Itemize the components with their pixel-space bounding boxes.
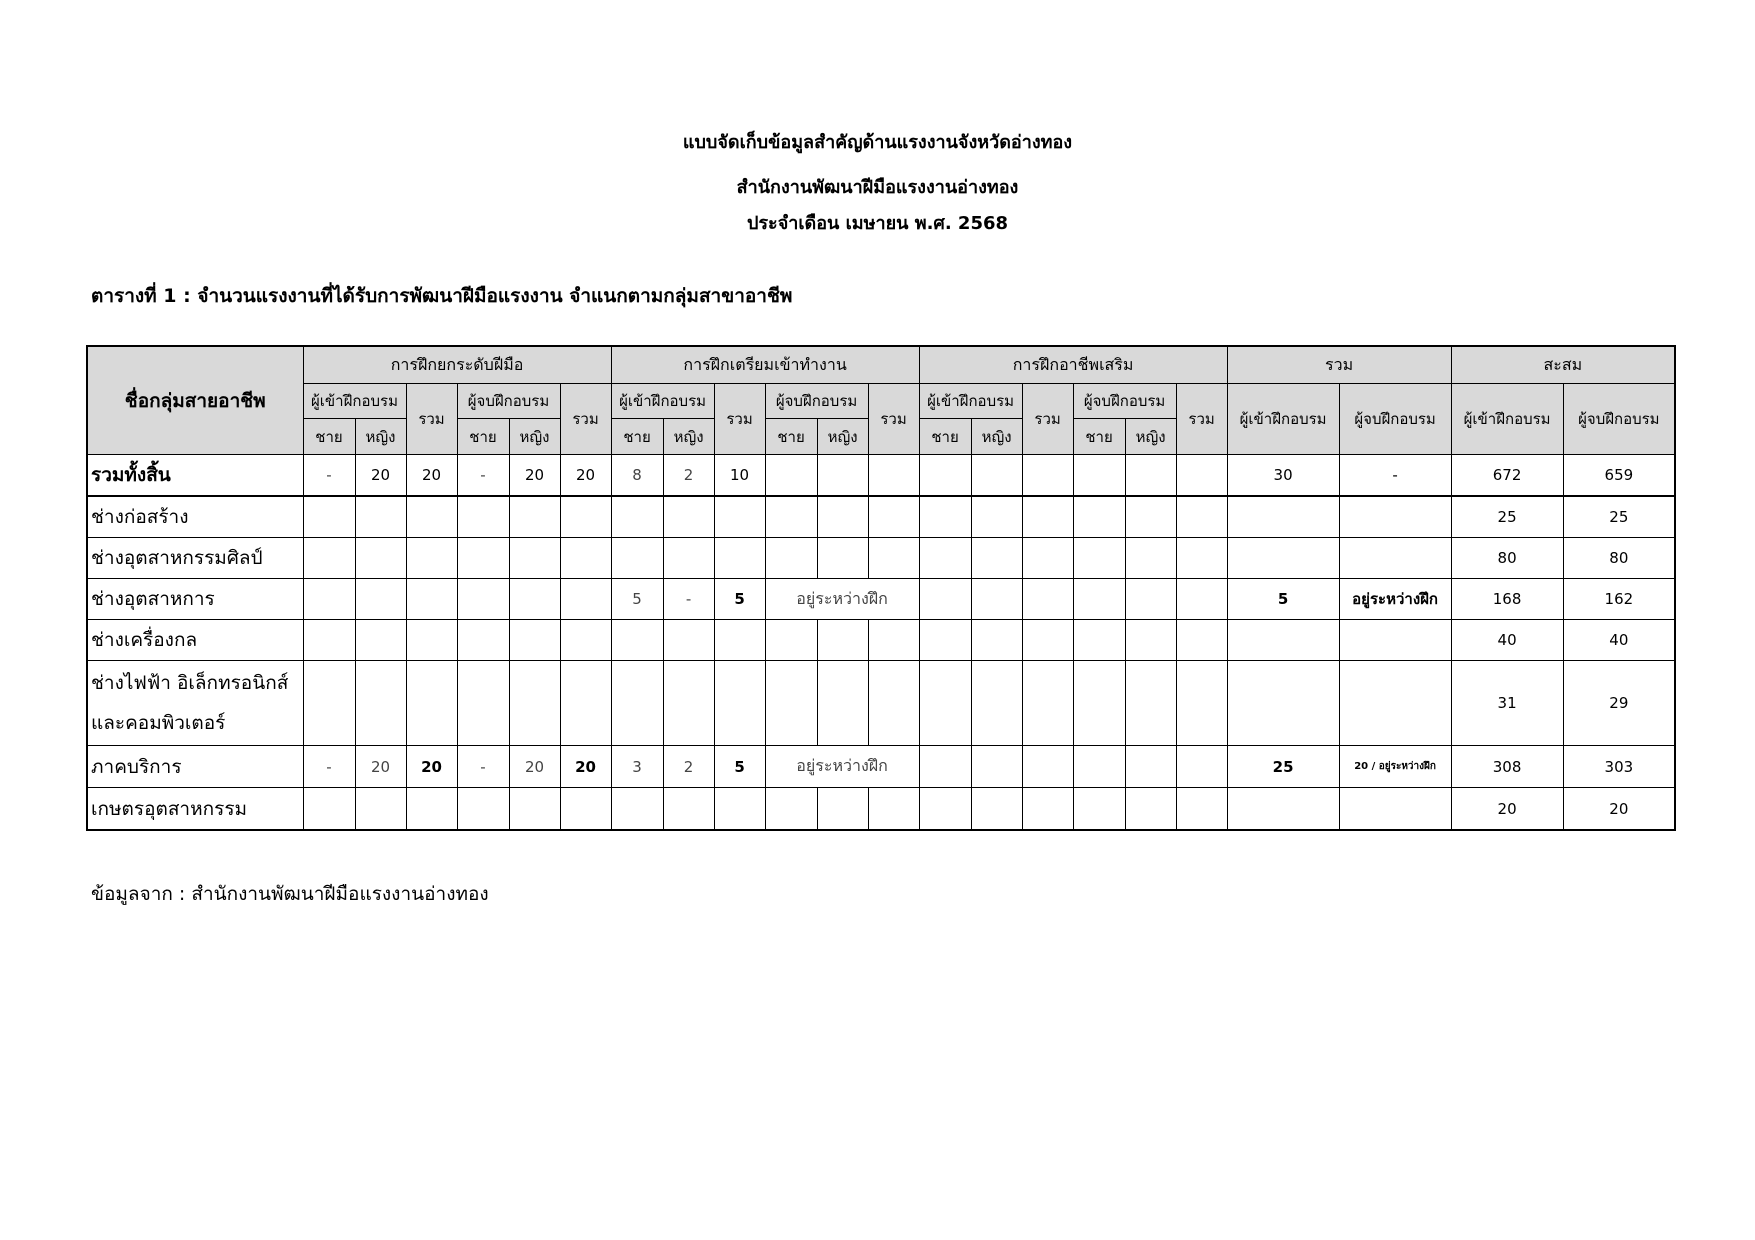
header-graduates: ผู้จบฝึกอบรม (1073, 384, 1176, 419)
cell (919, 496, 971, 538)
cell (868, 620, 919, 661)
cell (971, 661, 1022, 746)
cell (1073, 788, 1125, 831)
cell-total-entrants: 5 (1227, 579, 1339, 620)
cell: 8 (611, 455, 663, 497)
cell (1125, 496, 1176, 538)
cell: 5 (611, 579, 663, 620)
cell (765, 496, 817, 538)
cell (1022, 538, 1073, 579)
cell (1073, 661, 1125, 746)
cell (714, 538, 765, 579)
cell (1073, 496, 1125, 538)
header-cum-graduates: ผู้จบฝึกอบรม (1563, 384, 1675, 455)
cell (457, 788, 509, 831)
cell (971, 455, 1022, 497)
cell (817, 455, 868, 497)
cell-cum-entrants: 25 (1451, 496, 1563, 538)
cell (560, 788, 611, 831)
table-row (87, 538, 1675, 579)
cell-cum-entrants: 168 (1451, 579, 1563, 620)
cell: 20 (355, 455, 406, 497)
cell (1176, 620, 1227, 661)
cell: 20 (560, 746, 611, 788)
header-female: หญิง (1125, 419, 1176, 455)
cell (663, 661, 714, 746)
cell (1125, 579, 1176, 620)
cell (663, 496, 714, 538)
cell: 10 (714, 455, 765, 497)
cell (868, 538, 919, 579)
cell (509, 620, 560, 661)
header-occupation-group: ชื่อกลุ่มสายอาชีพ (87, 346, 303, 455)
cell (1125, 620, 1176, 661)
cell: 20 (509, 455, 560, 497)
row-name: ช่างก่อสร้าง (87, 496, 303, 538)
cell: 20 (355, 746, 406, 788)
data-source-note: ข้อมูลจาก : สำนักงานพัฒนาฝีมือแรงงานอ่างทอง (91, 883, 489, 905)
cell (663, 620, 714, 661)
cell: 5 (714, 579, 765, 620)
header-prep-training: การฝึกเตรียมเข้าทำงาน (611, 346, 919, 384)
cell (1022, 620, 1073, 661)
cell (971, 746, 1022, 788)
header-male: ชาย (765, 419, 817, 455)
cell (406, 496, 457, 538)
cell-cum-graduates: 303 (1563, 746, 1675, 788)
cell: 5 (714, 746, 765, 788)
cell (971, 538, 1022, 579)
header-graduates: ผู้จบฝึกอบรม (457, 384, 560, 419)
cell (765, 455, 817, 497)
cell (1073, 746, 1125, 788)
office-name: สำนักงานพัฒนาฝีมือแรงงานอ่างทอง (736, 177, 1019, 198)
header-total: รวม (1227, 346, 1451, 384)
cell (355, 496, 406, 538)
cell (919, 455, 971, 497)
cell (1022, 746, 1073, 788)
cell (611, 661, 663, 746)
cell: - (663, 579, 714, 620)
cell-total-entrants: 25 (1227, 746, 1339, 788)
cell: - (303, 455, 355, 497)
header-female: หญิง (817, 419, 868, 455)
cell (1073, 455, 1125, 497)
header-cum-entrants: ผู้เข้าฝึกอบรม (1451, 384, 1563, 455)
header-sum: รวม (1022, 384, 1073, 455)
cell-total-graduates: 20 / อยู่ระหว่างฝึก (1339, 746, 1451, 788)
cell-total-entrants (1227, 661, 1339, 746)
cell (560, 620, 611, 661)
cell (714, 788, 765, 831)
cell (663, 788, 714, 831)
cell-cum-entrants: 31 (1451, 661, 1563, 746)
cell: - (457, 455, 509, 497)
cell (971, 788, 1022, 831)
table-caption: ตารางที่ 1 : จำนวนแรงงานที่ได้รับการพัฒนาฝีมือแรงงาน จำแนกตามกลุ่มสาขาอาชีพ (91, 285, 793, 307)
cell (303, 579, 355, 620)
cell (1176, 788, 1227, 831)
cell: 2 (663, 746, 714, 788)
table-row (87, 496, 1675, 538)
cell (509, 788, 560, 831)
cell (1125, 455, 1176, 497)
cell-cum-entrants: 20 (1451, 788, 1563, 831)
header-female: หญิง (971, 419, 1022, 455)
cell (509, 496, 560, 538)
table-row-total (87, 455, 1675, 497)
cell-prep-grad-note: อยู่ระหว่างฝึก (765, 579, 919, 620)
cell (457, 538, 509, 579)
header-sum: รวม (714, 384, 765, 455)
cell: 20 (509, 746, 560, 788)
row-name: ช่างอุตสาหการ (87, 579, 303, 620)
cell (406, 788, 457, 831)
row-name: รวมทั้งสิ้น (87, 455, 303, 497)
cell (1125, 746, 1176, 788)
header-skill-upgrade: การฝึกยกระดับฝีมือ (303, 346, 611, 384)
cell-total-entrants (1227, 788, 1339, 831)
cell (303, 661, 355, 746)
cell (919, 661, 971, 746)
cell (560, 496, 611, 538)
cell-total-graduates (1339, 661, 1451, 746)
cell (1176, 579, 1227, 620)
cell-total-graduates (1339, 496, 1451, 538)
cell (765, 661, 817, 746)
cell (919, 620, 971, 661)
cell (509, 661, 560, 746)
cell (406, 538, 457, 579)
table-row (87, 620, 1675, 661)
page-title: แบบจัดเก็บข้อมูลสำคัญด้านแรงงานจังหวัดอ่างทอง (682, 132, 1073, 153)
cell-cum-graduates: 40 (1563, 620, 1675, 661)
header-supplementary: การฝึกอาชีพเสริม (919, 346, 1227, 384)
cell (919, 788, 971, 831)
header-male: ชาย (611, 419, 663, 455)
row-name: ช่างเครื่องกล (87, 620, 303, 661)
cell (868, 496, 919, 538)
cell-total-graduates (1339, 788, 1451, 831)
cell (919, 579, 971, 620)
cell (817, 496, 868, 538)
header-total-entrants: ผู้เข้าฝึกอบรม (1227, 384, 1339, 455)
cell: 20 (406, 455, 457, 497)
cell-cum-graduates: 659 (1563, 455, 1675, 497)
table-row (87, 788, 1675, 831)
cell-total-entrants (1227, 538, 1339, 579)
cell (868, 788, 919, 831)
cell-total-graduates (1339, 620, 1451, 661)
cell-cum-graduates: 29 (1563, 661, 1675, 746)
cell (1022, 455, 1073, 497)
cell: 2 (663, 455, 714, 497)
cell (1022, 788, 1073, 831)
cell-cum-entrants: 80 (1451, 538, 1563, 579)
cell-total-entrants (1227, 496, 1339, 538)
cell (611, 496, 663, 538)
cell (1176, 538, 1227, 579)
header-entrants: ผู้เข้าฝึกอบรม (919, 384, 1022, 419)
cell (868, 661, 919, 746)
cell-cum-entrants: 40 (1451, 620, 1563, 661)
cell (765, 620, 817, 661)
cell-cum-entrants: 672 (1451, 455, 1563, 497)
cell (355, 538, 406, 579)
header-male: ชาย (303, 419, 355, 455)
cell (611, 620, 663, 661)
header-female: หญิง (663, 419, 714, 455)
table-row (87, 661, 1675, 746)
row-name: ภาคบริการ (87, 746, 303, 788)
header-sum: รวม (868, 384, 919, 455)
cell (303, 620, 355, 661)
header-female: หญิง (509, 419, 560, 455)
header-male: ชาย (457, 419, 509, 455)
cell-cum-graduates: 20 (1563, 788, 1675, 831)
cell (457, 661, 509, 746)
labor-training-table (86, 345, 1676, 831)
cell (919, 746, 971, 788)
report-period: ประจำเดือน เมษายน พ.ศ. 2568 (746, 213, 1009, 234)
cell (765, 538, 817, 579)
cell (765, 788, 817, 831)
header-female: หญิง (355, 419, 406, 455)
cell: - (303, 746, 355, 788)
cell (663, 538, 714, 579)
header-sum: รวม (406, 384, 457, 455)
header-entrants: ผู้เข้าฝึกอบรม (303, 384, 406, 419)
cell (355, 788, 406, 831)
cell: 20 (560, 455, 611, 497)
cell (868, 455, 919, 497)
cell (1022, 661, 1073, 746)
cell (1073, 538, 1125, 579)
cell-total-entrants: 30 (1227, 455, 1339, 497)
cell (355, 620, 406, 661)
header-graduates: ผู้จบฝึกอบรม (765, 384, 868, 419)
cell (509, 538, 560, 579)
cell (714, 496, 765, 538)
header-male: ชาย (1073, 419, 1125, 455)
cell (971, 496, 1022, 538)
cell-cum-entrants: 308 (1451, 746, 1563, 788)
cell-cum-graduates: 162 (1563, 579, 1675, 620)
cell (971, 579, 1022, 620)
cell (1176, 455, 1227, 497)
cell (560, 661, 611, 746)
cell-total-entrants (1227, 620, 1339, 661)
cell (714, 661, 765, 746)
cell (406, 579, 457, 620)
cell (1176, 661, 1227, 746)
header-entrants: ผู้เข้าฝึกอบรม (611, 384, 714, 419)
cell (560, 538, 611, 579)
cell (817, 538, 868, 579)
cell: - (457, 746, 509, 788)
cell-total-graduates: - (1339, 455, 1451, 497)
row-name: ช่างอุตสาหกรรมศิลป์ (87, 538, 303, 579)
cell (457, 579, 509, 620)
cell (1073, 579, 1125, 620)
cell (817, 788, 868, 831)
cell: 20 (406, 746, 457, 788)
cell (919, 538, 971, 579)
cell-total-graduates: อยู่ระหว่างฝึก (1339, 579, 1451, 620)
row-name: เกษตรอุตสาหกรรม (87, 788, 303, 831)
cell (560, 579, 611, 620)
cell (406, 661, 457, 746)
table-row (87, 579, 1675, 620)
cell (1022, 579, 1073, 620)
cell (1125, 661, 1176, 746)
cell (303, 788, 355, 831)
cell (1176, 496, 1227, 538)
cell (457, 496, 509, 538)
cell (714, 620, 765, 661)
cell-cum-graduates: 80 (1563, 538, 1675, 579)
cell (1125, 538, 1176, 579)
cell (971, 620, 1022, 661)
cell: 3 (611, 746, 663, 788)
cell (1125, 788, 1176, 831)
cell (303, 496, 355, 538)
header-sum: รวม (560, 384, 611, 455)
cell (1022, 496, 1073, 538)
cell (1176, 746, 1227, 788)
cell-cum-graduates: 25 (1563, 496, 1675, 538)
cell (611, 538, 663, 579)
header-total-graduates: ผู้จบฝึกอบรม (1339, 384, 1451, 455)
cell (611, 788, 663, 831)
table-row (87, 746, 1675, 788)
cell (817, 661, 868, 746)
cell (355, 579, 406, 620)
header-male: ชาย (919, 419, 971, 455)
cell (355, 661, 406, 746)
cell-total-graduates (1339, 538, 1451, 579)
cell (406, 620, 457, 661)
cell (1073, 620, 1125, 661)
cell-prep-grad-note: อยู่ระหว่างฝึก (765, 746, 919, 788)
cell (509, 579, 560, 620)
header-cumulative: สะสม (1451, 346, 1675, 384)
row-name: ช่างไฟฟ้า อิเล็กทรอนิกส์ และคอมพิวเตอร์ (87, 661, 303, 746)
header-sum: รวม (1176, 384, 1227, 455)
cell (303, 538, 355, 579)
cell (817, 620, 868, 661)
cell (457, 620, 509, 661)
